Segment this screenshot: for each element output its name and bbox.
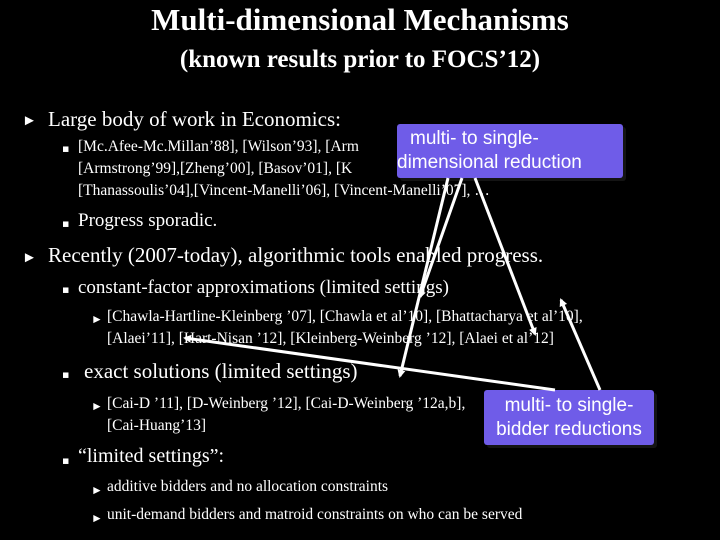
limited-item1: additive bidders and no allocation constraints — [107, 478, 389, 495]
square-bullet-icon: ▪ — [62, 368, 70, 381]
approx-refs-line2: [Alaei’11], [Hart-Nisan ’12], [Kleinberg-Weinberg ’12], [Alaei et al’12] — [107, 330, 554, 347]
exact-refs-line1: [Cai-D ’11], [D-Weinberg ’12], [Cai-D-Weinberg ’12a,b], — [107, 395, 466, 412]
square-bullet-icon: ▪ — [62, 142, 70, 155]
bullet-arrow-icon: ► — [22, 113, 37, 129]
limited-item2: unit-demand bidders and matroid constraints on who can be served — [107, 506, 523, 523]
arrow-to-exact — [400, 178, 448, 376]
arrow-to-alaei-etal — [561, 300, 600, 390]
arrow-to-approx-end — [420, 178, 462, 297]
item1-refs-line3: [Thanassoulis’04],[Vincent-Manelli’06], [Vincent-Manelli’07], … — [78, 182, 490, 199]
limited-heading: “limited settings”: — [78, 445, 225, 467]
item1-refs-line2: [Armstrong’99],[Zheng’00], [Basov’01], [K — [78, 160, 353, 177]
callout2-line1: multi- to single- — [504, 395, 634, 416]
approx-refs-line1: [Chawla-Hartline-Kleinberg ’07], [Chawla et al’10], [Bhattacharya et al’10], — [107, 308, 583, 325]
arrow-to-alaei11 — [185, 338, 555, 390]
bullet-arrow-icon: ► — [91, 312, 103, 326]
bullet-arrow-icon: ► — [22, 250, 37, 266]
bullet-arrow-icon: ► — [91, 483, 103, 497]
callout2-line2: bidder reductions — [496, 419, 642, 440]
approx-heading: constant-factor approximations (limited settings) — [78, 277, 449, 298]
bullet-arrow-icon: ► — [91, 399, 103, 413]
slide-subtitle: (known results prior to FOCS’12) — [179, 46, 541, 73]
exact-refs-line2: [Cai-Huang’13] — [107, 417, 206, 434]
item1-refs-line1: [Mc.Afee-Mc.Millan’88], [Wilson’93], [Arm — [78, 138, 359, 155]
callout1-line2: dimensional reduction — [397, 152, 582, 173]
callout1-line1: multi- to single- — [410, 128, 539, 149]
item1-sporadic: Progress sporadic. — [78, 210, 218, 231]
item1-text: Large body of work in Economics: — [48, 107, 341, 131]
square-bullet-icon: ▪ — [62, 217, 70, 230]
bullet-arrow-icon: ► — [91, 511, 103, 525]
arrow-to-approx-alaei — [475, 178, 535, 334]
exact-heading: exact solutions (limited settings) — [84, 359, 358, 383]
slide-title: Multi-dimensional Mechanisms — [151, 2, 569, 37]
square-bullet-icon: ▪ — [62, 454, 70, 467]
square-bullet-icon: ▪ — [62, 283, 70, 296]
item2-text: Recently (2007-today), algorithmic tools enabled progress. — [48, 243, 544, 267]
